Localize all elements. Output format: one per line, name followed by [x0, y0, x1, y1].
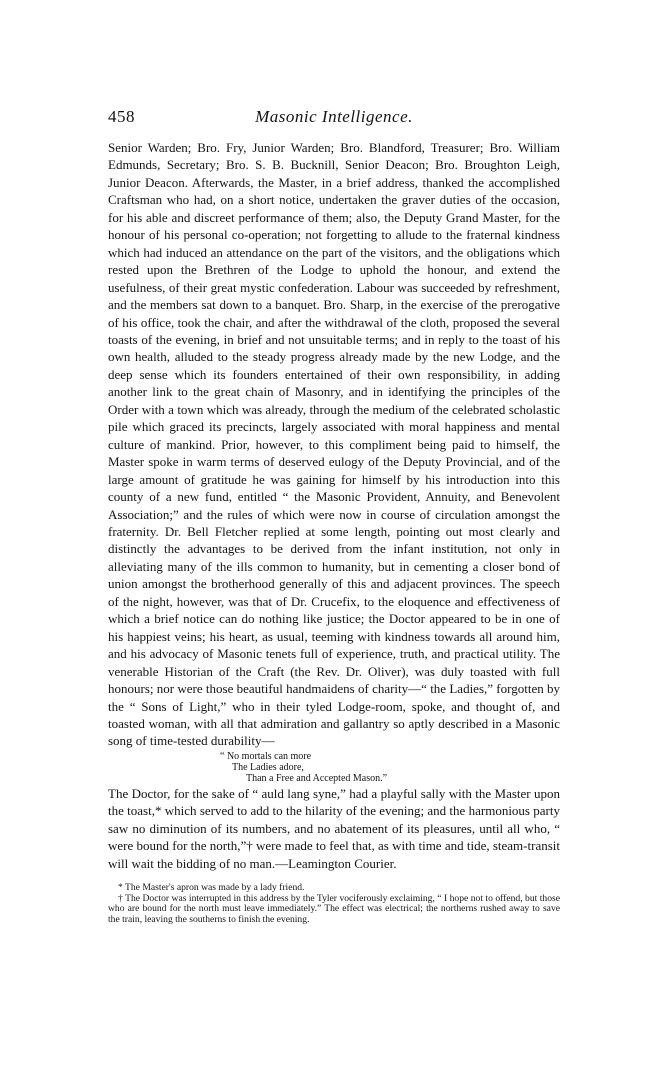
article-paragraph: Senior Warden; Bro. Fry, Junior Warden; Bro. Blandford, Treasurer; Bro. William Edmunds, Secretary; Bro. S. B. Bucknill, Senior Deacon; Bro. Broughton Leigh, Junior Deacon. Afterwards, the Master, in a brief address, thanked the accomplished Craftsman who had, on a short notice, undertaken the graver duties of the occasion, for his able and discreet performance of them; also, the Deputy Grand Master, for the honour of his personal co-operation; not forgetting to allude to the fraternal kindness which had induced an attendance on the part of the visitors, and the obligations which rested upon the Brethren of the Lodge to uphold the honour, and extend the usefulness, of their great mystic confederation. Labour was succeeded by refreshment, and the members sat down to a banquet. Bro. Sharp, in the exercise of the prerogative of his office, took the chair, and after the withdrawal of the cloth, proposed the several toasts of the evening, in brief and not unsuitable terms; and in reply to the toast of his own health, alluded to the steady progress already made by the new Lodge, and the deep sense which its founders entertained of their own responsibility, in adding another link to the great chain of Masonry, and in identifying the principles of the Order with a town which was already, through the medium of the celebrated scholastic pile which graced its precincts, largely associated with moral happiness and mental culture of mankind. Prior, however, to this compliment being paid to himself, the Master spoke in warm terms of deserved eulogy of the Deputy Provincial, and of the large amount of gratitude he was gaining for himself by his introduction into this county of a new fund, entitled “ the Masonic Provident, Annuity, and Benevolent Association;” and the rules of which were now in course of circulation amongst the fraternity. Dr. Bell Fletcher replied at some length, pointing out most clearly and distinctly the advantages to be derived from the infant institution, not only in alleviating many of the ills common to humanity, but in cementing a closer bond of union amongst the brotherhood generally of this and adjacent provinces. The speech of the night, however, was that of Dr. Crucefix, to the eloquence and effectiveness of which a brief notice can do nothing like justice; the Doctor appeared to be in one of his happiest veins; his heart, as usual, teeming with kindness towards all around him, and his advocacy of Masonic tenets full of experience, truth, and practical utility. The venerable Historian of the Craft (the Rev. Dr. Oliver), was duly toasted with full honours; nor were those beautiful handmaidens of charity—“ the Ladies,” forgotten by the “ Sons of Light,” who in their tyled Lodge-room, spoke, and thought of, and toasted woman, with all that admiration and gallantry so aptly described in a Masonic song of time-tested durability— [108, 140, 560, 749]
footnotes [108, 883, 560, 925]
page-number: 458 [108, 107, 135, 126]
footnote: * The Master's apron was made by a lady friend. [118, 882, 305, 893]
verse-line: “ No mortals can more [220, 751, 312, 762]
running-title: Masonic Intelligence. [255, 107, 413, 126]
book-page [108, 0, 560, 1067]
verse-line: Than a Free and Accepted Mason.” [246, 773, 388, 784]
verse-line: The Ladies adore, [232, 762, 304, 773]
footnote: † The Doctor was interrupted in this address by the Tyler vociferously exclaiming, “ I hope not to offend, but those who are bound for the north must leave immediately.” The effect was electrical; the northerns rushed away to save the train, leaving the southerns to finish the evening. [108, 892, 560, 925]
page-header [108, 107, 560, 129]
article-paragraph: The Doctor, for the sake of “ auld lang syne,” had a playful sally with the Master upon the toast,* which served to add to the hilarity of the evening; and the harmonious party saw no diminution of its numbers, and no abatement of its pleasures, until all who, “ were bound for the north,”† were made to feel that, as with time and tide, steam-transit will wait the bidding of no man.—Leamington Courier. [108, 786, 560, 871]
verse-quote [108, 751, 560, 784]
